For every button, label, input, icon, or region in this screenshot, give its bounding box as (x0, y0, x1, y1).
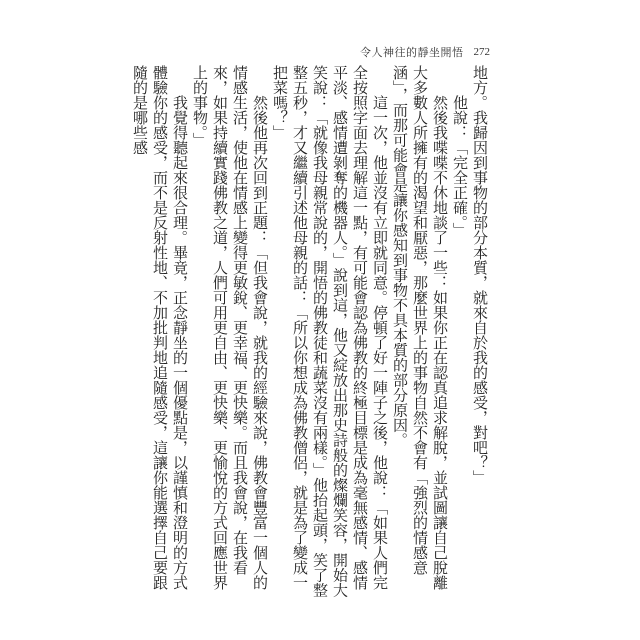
body-text (131, 65, 490, 601)
paragraph: 我覺得聽起來很合理。畢竟，正念靜坐的一個優點是，以謹慎和澄明的方式體驗你的感受，而不是反射性地、不加批判地追隨感受，這讓你能選擇自己要跟隨的是哪些感 (131, 65, 189, 590)
paragraph: 這一次，他並沒有立即就同意。停頓了好一陣子之後，他說：「如果人們完全按照字面去理解這一點，有可能會認為佛教的終極目標是成為毫無感情、感情平淡、感情遭剝奪的機器人。」說到這，他又綻放出那史詩般的燦爛笑容，開始大笑說：「就像我母親常說的，開悟的佛教徒和蔬菜沒有兩樣。」他抬起頭，笑了整整五秒，才又繼續引述他母親的話：「所以你想成為佛教僧侶，就是為了變成一把菜嗎？」 (271, 65, 389, 598)
chapter-title: 令人神往的靜坐開悟 (360, 46, 464, 59)
page-number: 272 (473, 46, 490, 58)
paragraph: 地方。我歸因到事物的部分本質，就來自於我的感受，對吧？」 (471, 65, 489, 485)
paragraph: 然後他再次回到正題：「但我會說，就我的經驗來說，佛教會豐富一個人的情感生活，使他在情感上變得更敏銳、更幸福、更快樂。而且我會說，在我看來，如果持續實踐佛教之道，人們可用更自由、更快樂、更愉悅的方式回應世界上的事物。」 (191, 65, 269, 590)
paragraph: 他說：「完全正確。」 (451, 95, 469, 238)
running-header (330, 42, 490, 62)
paragraph: 然後我喋喋不休地談了一些：如果你正在認真追求解脫，並試圖讓自己脫離大多數人所擁有的渴望和厭惡，那麼世界上的事物自然不會有「強烈的情感意涵」，而那可能會是讓你感知到事物不具本質的部分原因。 (391, 65, 449, 590)
